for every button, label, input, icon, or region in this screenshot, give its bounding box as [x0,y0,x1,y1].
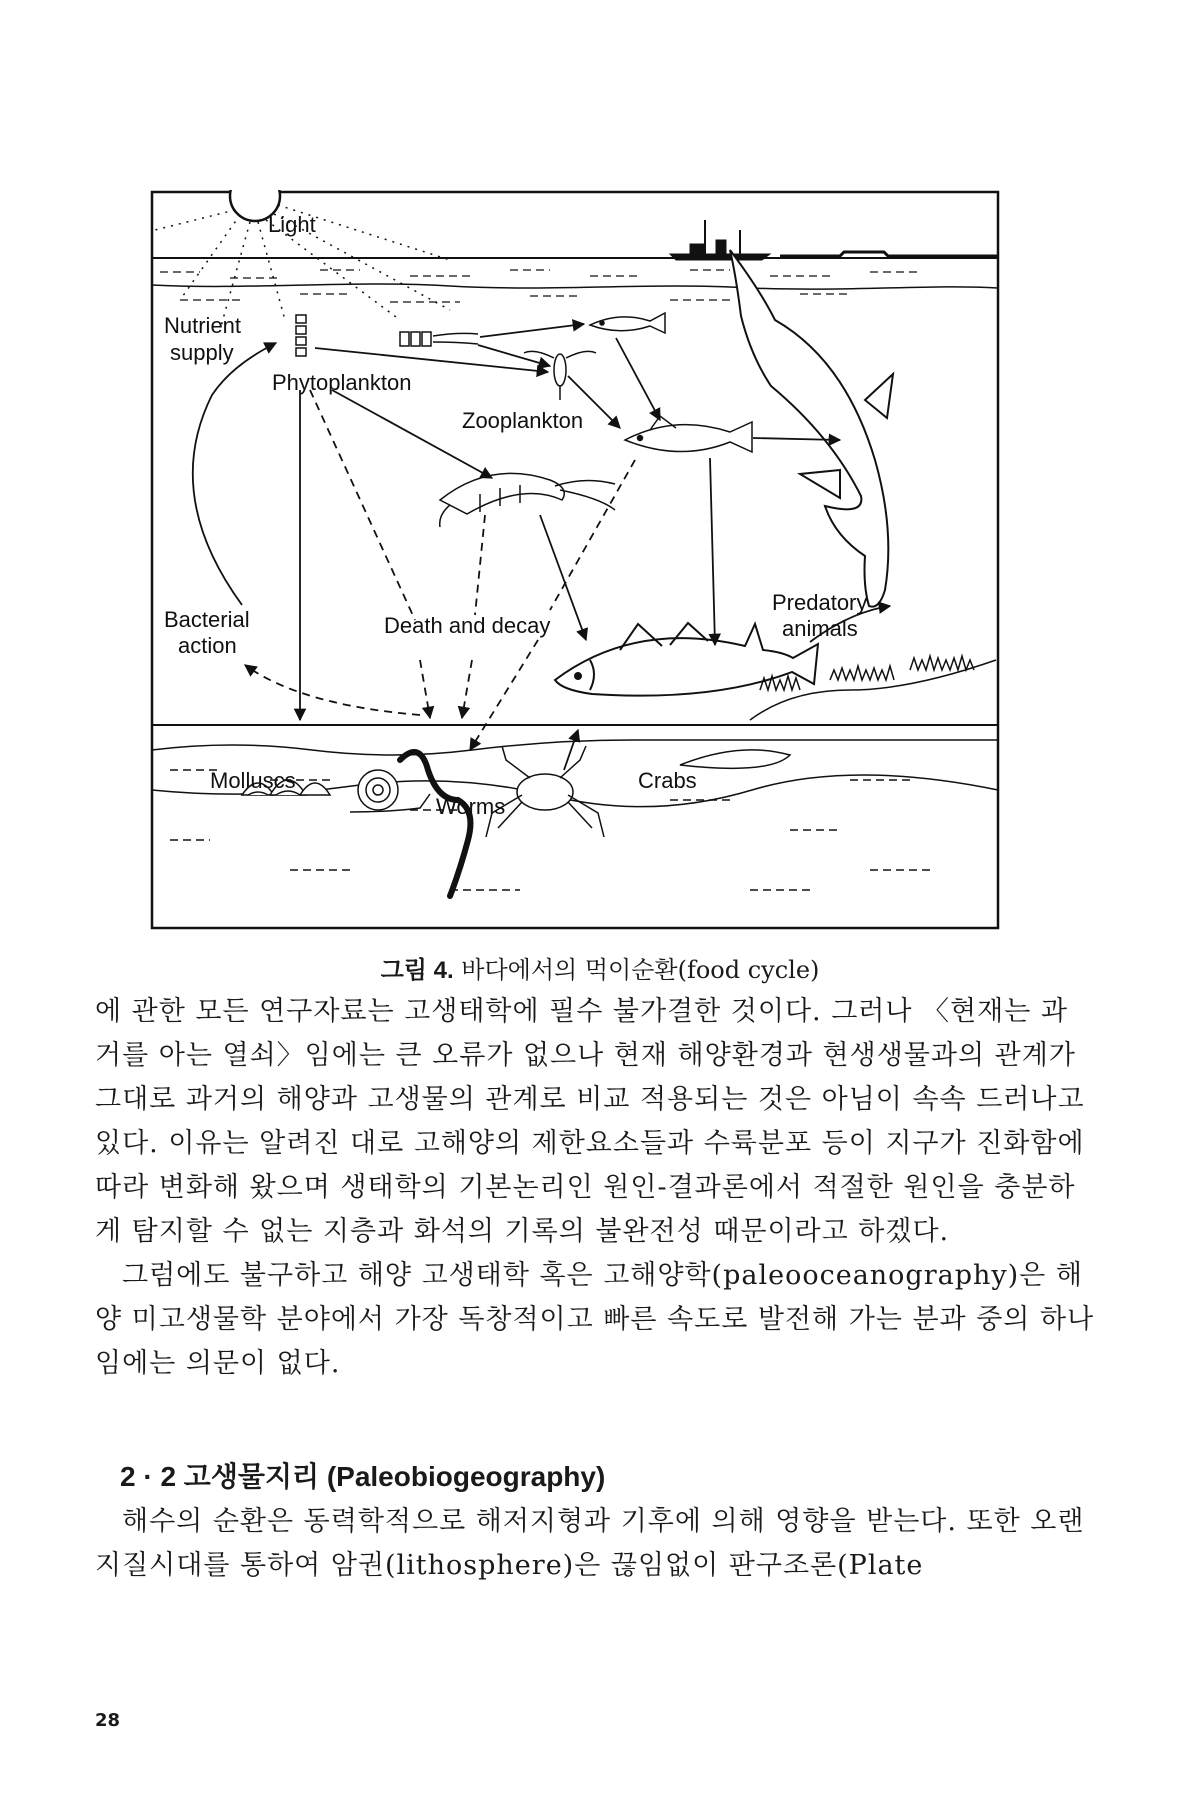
paragraph-text: 해수의 순환은 동력학적으로 해저지형과 기후에 의해 영향을 받는다. 또한 오랜 지질시대를 통하여 암권(lithosphere)은 끊임없이 판구조론(Plate [95,1506,1085,1581]
body-paragraph-1 [95,990,1095,1386]
label-predatory-animals-2: animals [782,616,858,641]
paragraph-text: 그럼에도 불구하고 해양 고생태학 혹은 고해양학(paleooceanography)은 해양 미고생물학 분야에서 가장 독창적이고 빠른 속도로 발전해 가는 분과 중의 하나임에는 의문이 없다. [95,1260,1095,1379]
figure-caption [0,950,1200,985]
label-nutrient-supply-2: supply [170,340,234,365]
label-bacterial-action-1: Bacterial [164,607,250,632]
label-worms: Worms [436,794,506,819]
label-bacterial-action-2: action [178,633,237,658]
label-nutrient-supply-1: Nutrient [164,313,242,338]
figure-caption-number: 그림 4. [380,957,454,984]
food-cycle-figure [150,190,1000,930]
page-number: 28 [95,1710,121,1731]
label-molluscs: Molluscs [210,768,296,793]
label-predatory-animals-1: Predatory [772,590,868,615]
label-phytoplankton: Phytoplankton [272,370,412,395]
figure-caption-text: 바다에서의 먹이순환(food cycle) [461,956,820,984]
label-death-and-decay: Death and decay [384,613,551,638]
label-crabs: Crabs [638,768,697,793]
label-zooplankton: Zooplankton [462,408,584,433]
section-heading: 2 · 2 고생물지리 (Paleobiogeography) [120,1461,606,1492]
paragraph-text: 에 관한 모든 연구자료는 고생태학에 필수 불가결한 것이다. 그러나 〈현재는 과거를 아는 열쇠〉임에는 큰 오류가 없으나 현재 해양환경과 현생생물과의 관계가 그대로 과거의 해양과 고생물의 관계로 비교 적용되는 것은 아님이 속속 드러나고 있다. 이유는 알려진 대로 고해양의 제한요소들과 수륙분포 등이 지구가 진화함에 따라 변화해 왔으며 생태학의 기본논리인 원인-결과론에서 적절한 원인을 충분하게 탐지할 수 없는 지층과 화석의 기록의 불완전성 때문이라고 하겠다. [95,996,1085,1247]
label-light: Light [268,212,316,237]
body-paragraph-3 [95,1500,1095,1588]
